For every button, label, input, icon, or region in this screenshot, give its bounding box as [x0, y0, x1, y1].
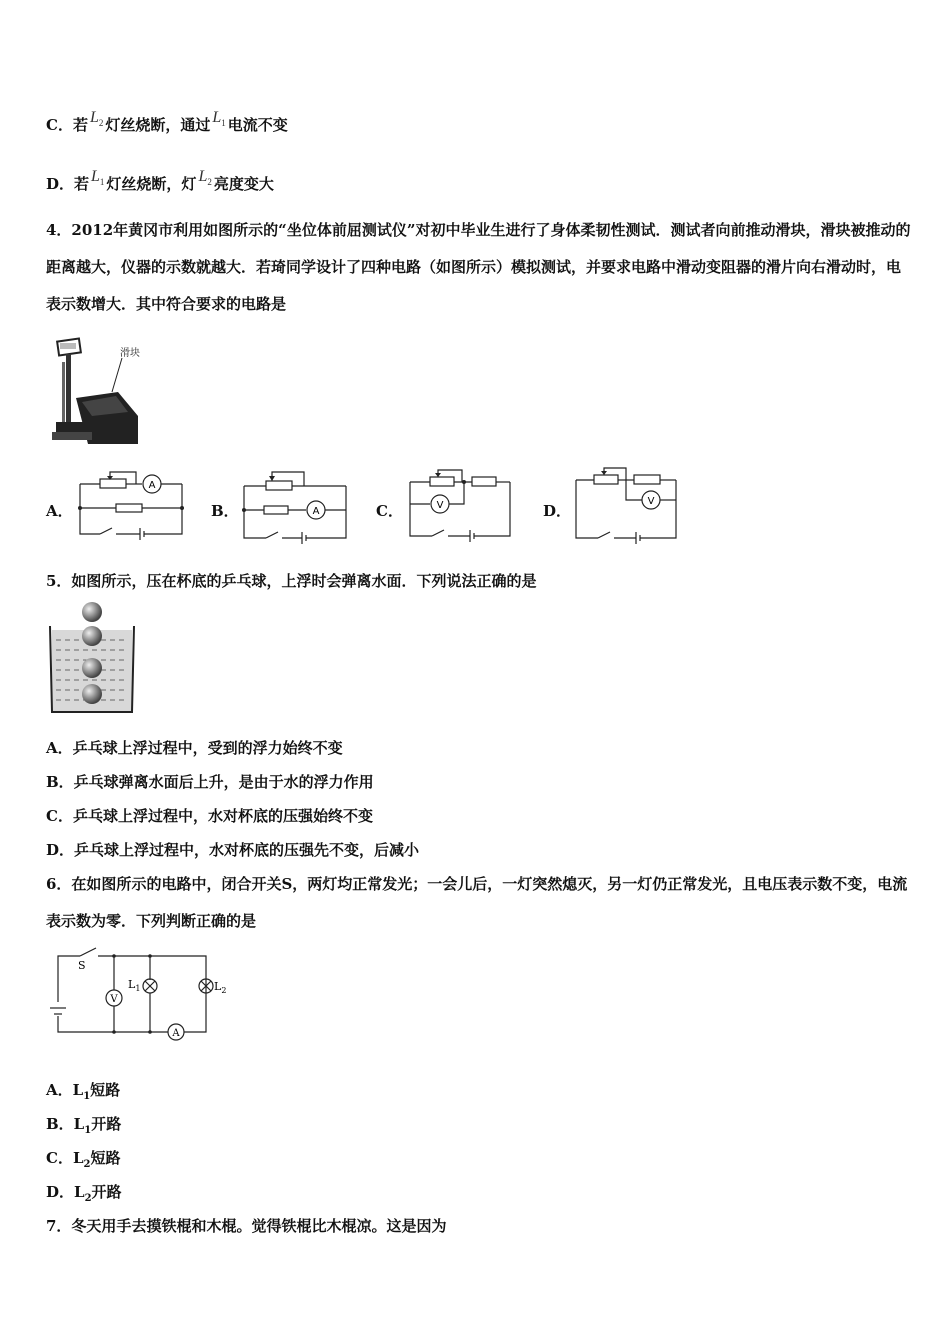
q4-option-c-label: C． — [376, 502, 403, 520]
q6-option-c: C．$L_2$短路 — [46, 1149, 121, 1170]
q4-option-a-label: A． — [46, 502, 73, 520]
beaker-ping-pong-figure — [48, 600, 138, 716]
q6-option-a: A．$L_1$短路 — [46, 1081, 121, 1102]
voltmeter-symbol: V — [110, 994, 118, 1005]
voltmeter-symbol: V — [436, 500, 444, 511]
slider-label: 滑块 — [120, 348, 140, 359]
var-l1: $L_1$ — [212, 109, 226, 129]
switch-label: S — [78, 959, 86, 972]
q3-option-c: C．若 $L_2$ 灯丝烧断，通过 $L_1$ 电流不变 — [46, 109, 288, 134]
q6-option-d: D．$L_2$开路 — [46, 1183, 122, 1204]
q4-option-b-label: B． — [211, 502, 239, 520]
circuit-b — [242, 464, 350, 544]
q4-option-d-label: D． — [543, 502, 572, 520]
var-l1: $L_1$ — [91, 168, 105, 188]
q7-stem: 7．冬天用手去摸铁棍和木棍。觉得铁棍比木棍凉。这是因为 — [46, 1217, 447, 1235]
q5-option-c: C．乒乓球上浮过程中，水对杯底的压强始终不变 — [46, 807, 373, 825]
ammeter-symbol: A — [148, 480, 156, 491]
q6-option-b: B．$L_1$开路 — [46, 1115, 122, 1136]
q6-circuit — [46, 944, 236, 1044]
var-l2: $L_2$ — [198, 168, 212, 188]
ammeter-symbol: A — [172, 1028, 180, 1039]
ammeter-symbol: A — [312, 506, 320, 517]
circuit-a — [78, 464, 186, 544]
lamp2-label: $L_2$ — [214, 980, 227, 995]
q5-option-a: A．乒乓球上浮过程中，受到的浮力始终不变 — [46, 739, 343, 757]
sit-reach-tester-figure — [48, 336, 140, 444]
var-l2: $L_2$ — [89, 109, 104, 129]
circuit-d — [574, 462, 682, 546]
q4-stem: 4．2012年黄冈市利用如图所示的“坐位体前屈测试仪”对初中毕业生进行了身体柔韧性测试．测试者向前推动滑块，滑块被推动的距离越大，仪器的示数就越大．若琦同学设计了四种电路（如图所示）模拟测试，并要求电路中滑动变阻器的滑片向右滑动时，电表示数增大．其中符合要求的电路是 — [46, 221, 911, 313]
q5-stem: 5．如图所示，压在杯底的乒乓球，上浮时会弹离水面．下列说法正确的是 — [46, 572, 537, 590]
q6-stem: 6．在如图所示的电路中，闭合开关S，两灯均正常发光；一会儿后，一灯突然熄灭，另一灯仍正常发光，且电压表示数不变，电流表示数为零．下列判断正确的是 — [46, 875, 908, 930]
q3-option-d: D．若 $L_1$ 灯丝烧断，灯 $L_2$ 亮度变大 — [46, 168, 274, 193]
lamp1-label: $L_1$ — [128, 978, 141, 993]
circuit-c — [408, 464, 516, 544]
voltmeter-symbol: V — [647, 496, 655, 507]
q5-option-d: D．乒乓球上浮过程中，水对杯底的压强先不变，后减小 — [46, 841, 420, 859]
q5-option-b: B．乒乓球弹离水面后上升，是由于水的浮力作用 — [46, 773, 374, 791]
